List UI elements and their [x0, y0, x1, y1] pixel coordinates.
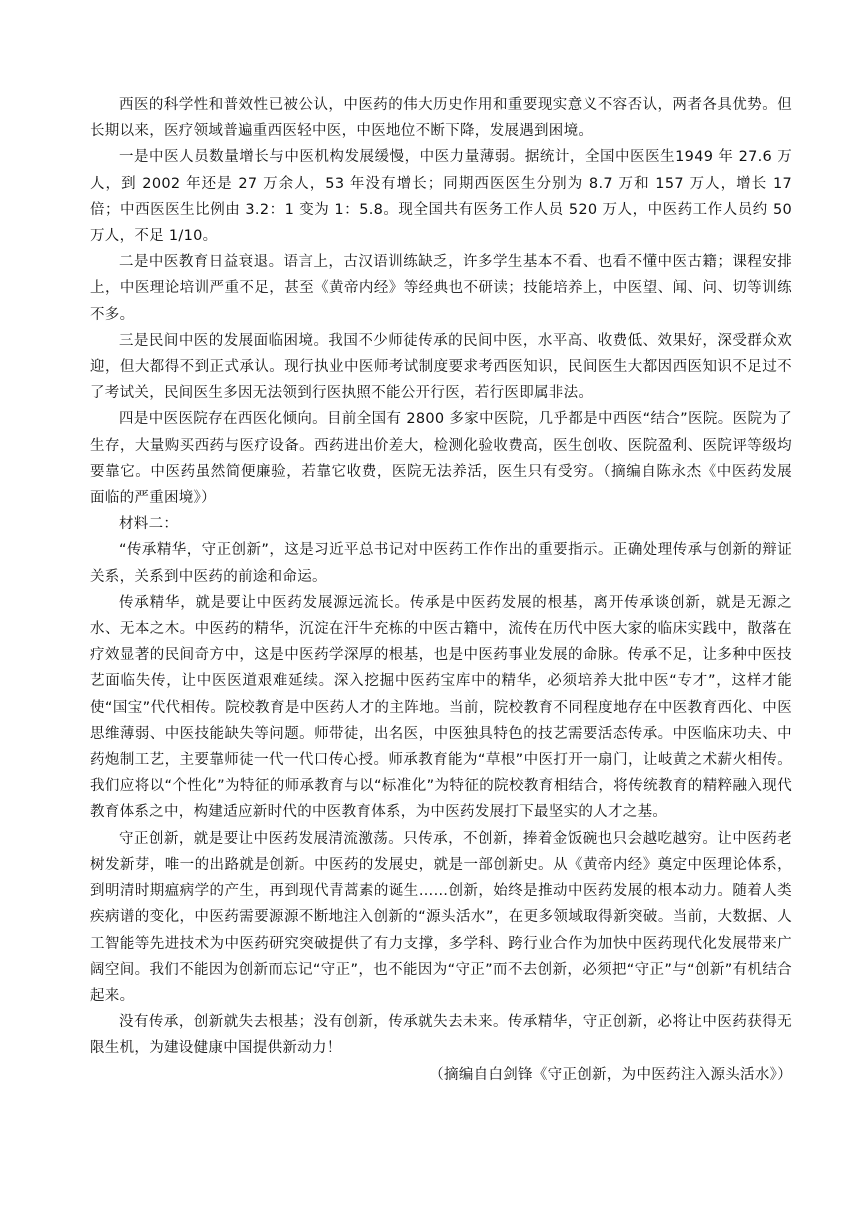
paragraph-point-three: 三是民间中医的发展面临困境。我国不少师徒传承的民间中医，水平高、收费低、效果好，深受群众欢迎，但大都得不到正式承认。现行执业中医师考试制度要求考西医知识，民间医生大都因西医知识不足过不了考试关，民间医生多因无法领到行医执照不能公开行医，若行医即属非法。 [90, 332, 792, 402]
paragraph-conclusion: 没有传承，创新就失去根基；没有创新，传承就失去未来。传承精华，守正创新，必将让中医药获得无限生机，为建设健康中国提供新动力！ [90, 1014, 792, 1057]
paragraph-point-four: 四是中医医院存在西医化倾向。目前全国有 2800 多家中医院，几乎都是中西医“结合”医院。医院为了生存，大量购买西药与医疗设备。西药进出价差大，检测化验收费高，医生创收、医院盈利、医院评等级均要靠它。中医药虽然简便廉验，若靠它收费，医院无法养活，医生只有受穷。（摘编自陈永杰《中医药发展面临的严重困境》） [90, 411, 792, 507]
source-citation: （摘编自白剑锋《守正创新，为中医药注入源头活水》） [429, 1066, 792, 1083]
paragraph-intro: 西医的科学性和普效性已被公认，中医药的伟大历史作用和重要现实意义不容否认，两者各具优势。但长期以来，医疗领域普遍重西医轻中医，中医地位不断下降，发展遇到困境。 [90, 97, 792, 140]
material-two-heading: 材料二： [119, 516, 179, 533]
paragraph-material-two-intro: “传承精华，守正创新”，这是习近平总书记对中医药工作作出的重要指示。正确处理传承与创新的辩证关系，关系到中医药的前途和命运。 [90, 542, 792, 585]
article-body [90, 92, 792, 1088]
paragraph-point-one: 一是中医人员数量增长与中医机构发展缓慢，中医力量薄弱。据统计，全国中医医生1949 年 27.6 万人，到 2002 年还是 27 万余人，53 年没有增长；同期西医医生分别为 8.7 万和 157 万人，增长 17 倍；中西医医生比例由 3.2：1 变为 1：5.8。现全国共有医务工作人员 520 万人，中医药工作人员约 50 万人，不足 1/10。 [90, 149, 792, 245]
paragraph-innovation: 守正创新，就是要让中医药发展清流激荡。只传承，不创新，捧着金饭碗也只会越吃越穷。让中医药老树发新芽，唯一的出路就是创新。中医药的发展史，就是一部创新史。从《黄帝内经》奠定中医理论体系，到明清时期瘟病学的产生，再到现代青蒿素的诞生……创新，始终是推动中医药发展的根本动力。随着人类疾病谱的变化，中医药需要源源不断地注入创新的“源头活水”，在更多领域取得新突破。当前，大数据、人工智能等先进技术为中医药研究突破提供了有力支撑，多学科、跨行业合作为加快中医药现代化发展带来广阔空间。我们不能因为创新而忘记“守正”，也不能因为“守正”而不去创新，必须把“守正”与“创新”有机结合起来。 [90, 830, 792, 1004]
paragraph-inherit-essence: 传承精华，就是要让中医药发展源远流长。传承是中医药发展的根基，离开传承谈创新，就是无源之水、无本之木。中医药的精华，沉淀在汗牛充栋的中医古籍中，流传在历代中医大家的临床实践中，散落在疗效显著的民间奇方中，这是中医药学深厚的根基，也是中医药事业发展的命脉。传承不足，让多种中医技艺面临失传，让中医医道艰难延续。深入挖掘中医药宝库中的精华，必须培养大批中医“专才”，这样才能使“国宝”代代相传。院校教育是中医药人才的主阵地。当前，院校教育不同程度地存在中医教育西化、中医思维薄弱、中医技能缺失等问题。师带徒，出名医，中医独具特色的技艺需要活态传承。中医临床功夫、中药炮制工艺，主要靠师徒一代一代口传心授。师承教育能为“草根”中医打开一扇门，让岐黄之术薪火相传。我们应将以“个性化”为特征的师承教育与以“标准化”为特征的院校教育相结合，将传统教育的精粹融入现代教育体系之中，构建适应新时代的中医教育体系，为中医药发展打下最坚实的人才之基。 [90, 594, 792, 821]
paragraph-point-two: 二是中医教育日益衰退。语言上，古汉语训练缺乏，许多学生基本不看、也看不懂中医古籍；课程安排上，中医理论培训严重不足，甚至《黄帝内经》等经典也不研读；技能培养上，中医望、闻、问、切等训练不多。 [90, 254, 792, 323]
